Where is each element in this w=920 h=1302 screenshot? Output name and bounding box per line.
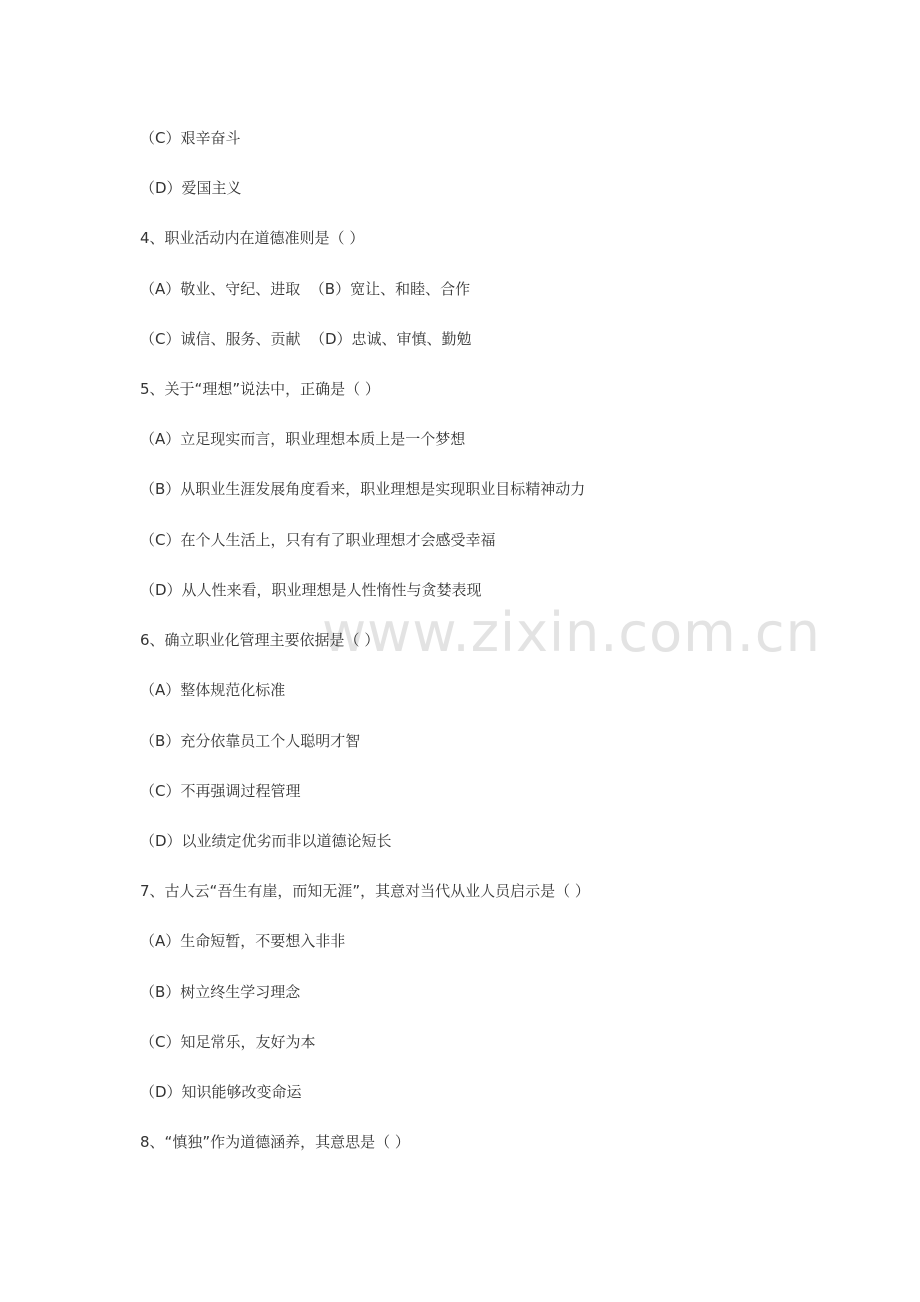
option-6b: （B）充分依靠员工个人聪明才智 <box>140 732 361 750</box>
watermark: www.zixin.com.cn <box>322 601 821 664</box>
option-7d: （D）知识能够改变命运 <box>140 1083 302 1101</box>
option-7a: （A）生命短暂，不要想入非非 <box>140 932 346 950</box>
option-3d: （D）爱国主义 <box>140 179 242 197</box>
question-7: 7、古人云“吾生有崖，而知无涯”，其意对当代从业人员启示是（ ） <box>140 882 590 900</box>
option-7b: （B）树立终生学习理念 <box>140 983 301 1001</box>
option-5a: （A）立足现实而言，职业理想本质上是一个梦想 <box>140 430 466 448</box>
option-6d: （D）以业绩定优劣而非以道德论短长 <box>140 832 392 850</box>
question-5: 5、关于“理想”说法中，正确是（ ） <box>140 380 380 398</box>
option-5b: （B）从职业生涯发展角度看来，职业理想是实现职业目标精神动力 <box>140 480 586 498</box>
question-6: 6、确立职业化管理主要依据是（ ） <box>140 631 380 649</box>
question-8: 8、“慎独”作为道德涵养，其意思是（ ） <box>140 1133 410 1151</box>
option-7c: （C）知足常乐，友好为本 <box>140 1033 316 1051</box>
option-5c: （C）在个人生活上，只有有了职业理想才会感受幸福 <box>140 531 496 549</box>
question-4: 4、职业活动内在道德准则是（ ） <box>140 229 365 247</box>
option-3c: （C）艰辛奋斗 <box>140 129 241 147</box>
option-5d: （D）从人性来看，职业理想是人性惰性与贪婪表现 <box>140 581 482 599</box>
option-6a: （A）整体规范化标准 <box>140 681 286 699</box>
options-4cd: （C）诚信、服务、贡献 （D）忠诚、审慎、勤勉 <box>140 330 472 348</box>
options-4ab: （A）敬业、守纪、进取 （B）宽让、和睦、合作 <box>140 280 471 298</box>
option-6c: （C）不再强调过程管理 <box>140 782 301 800</box>
